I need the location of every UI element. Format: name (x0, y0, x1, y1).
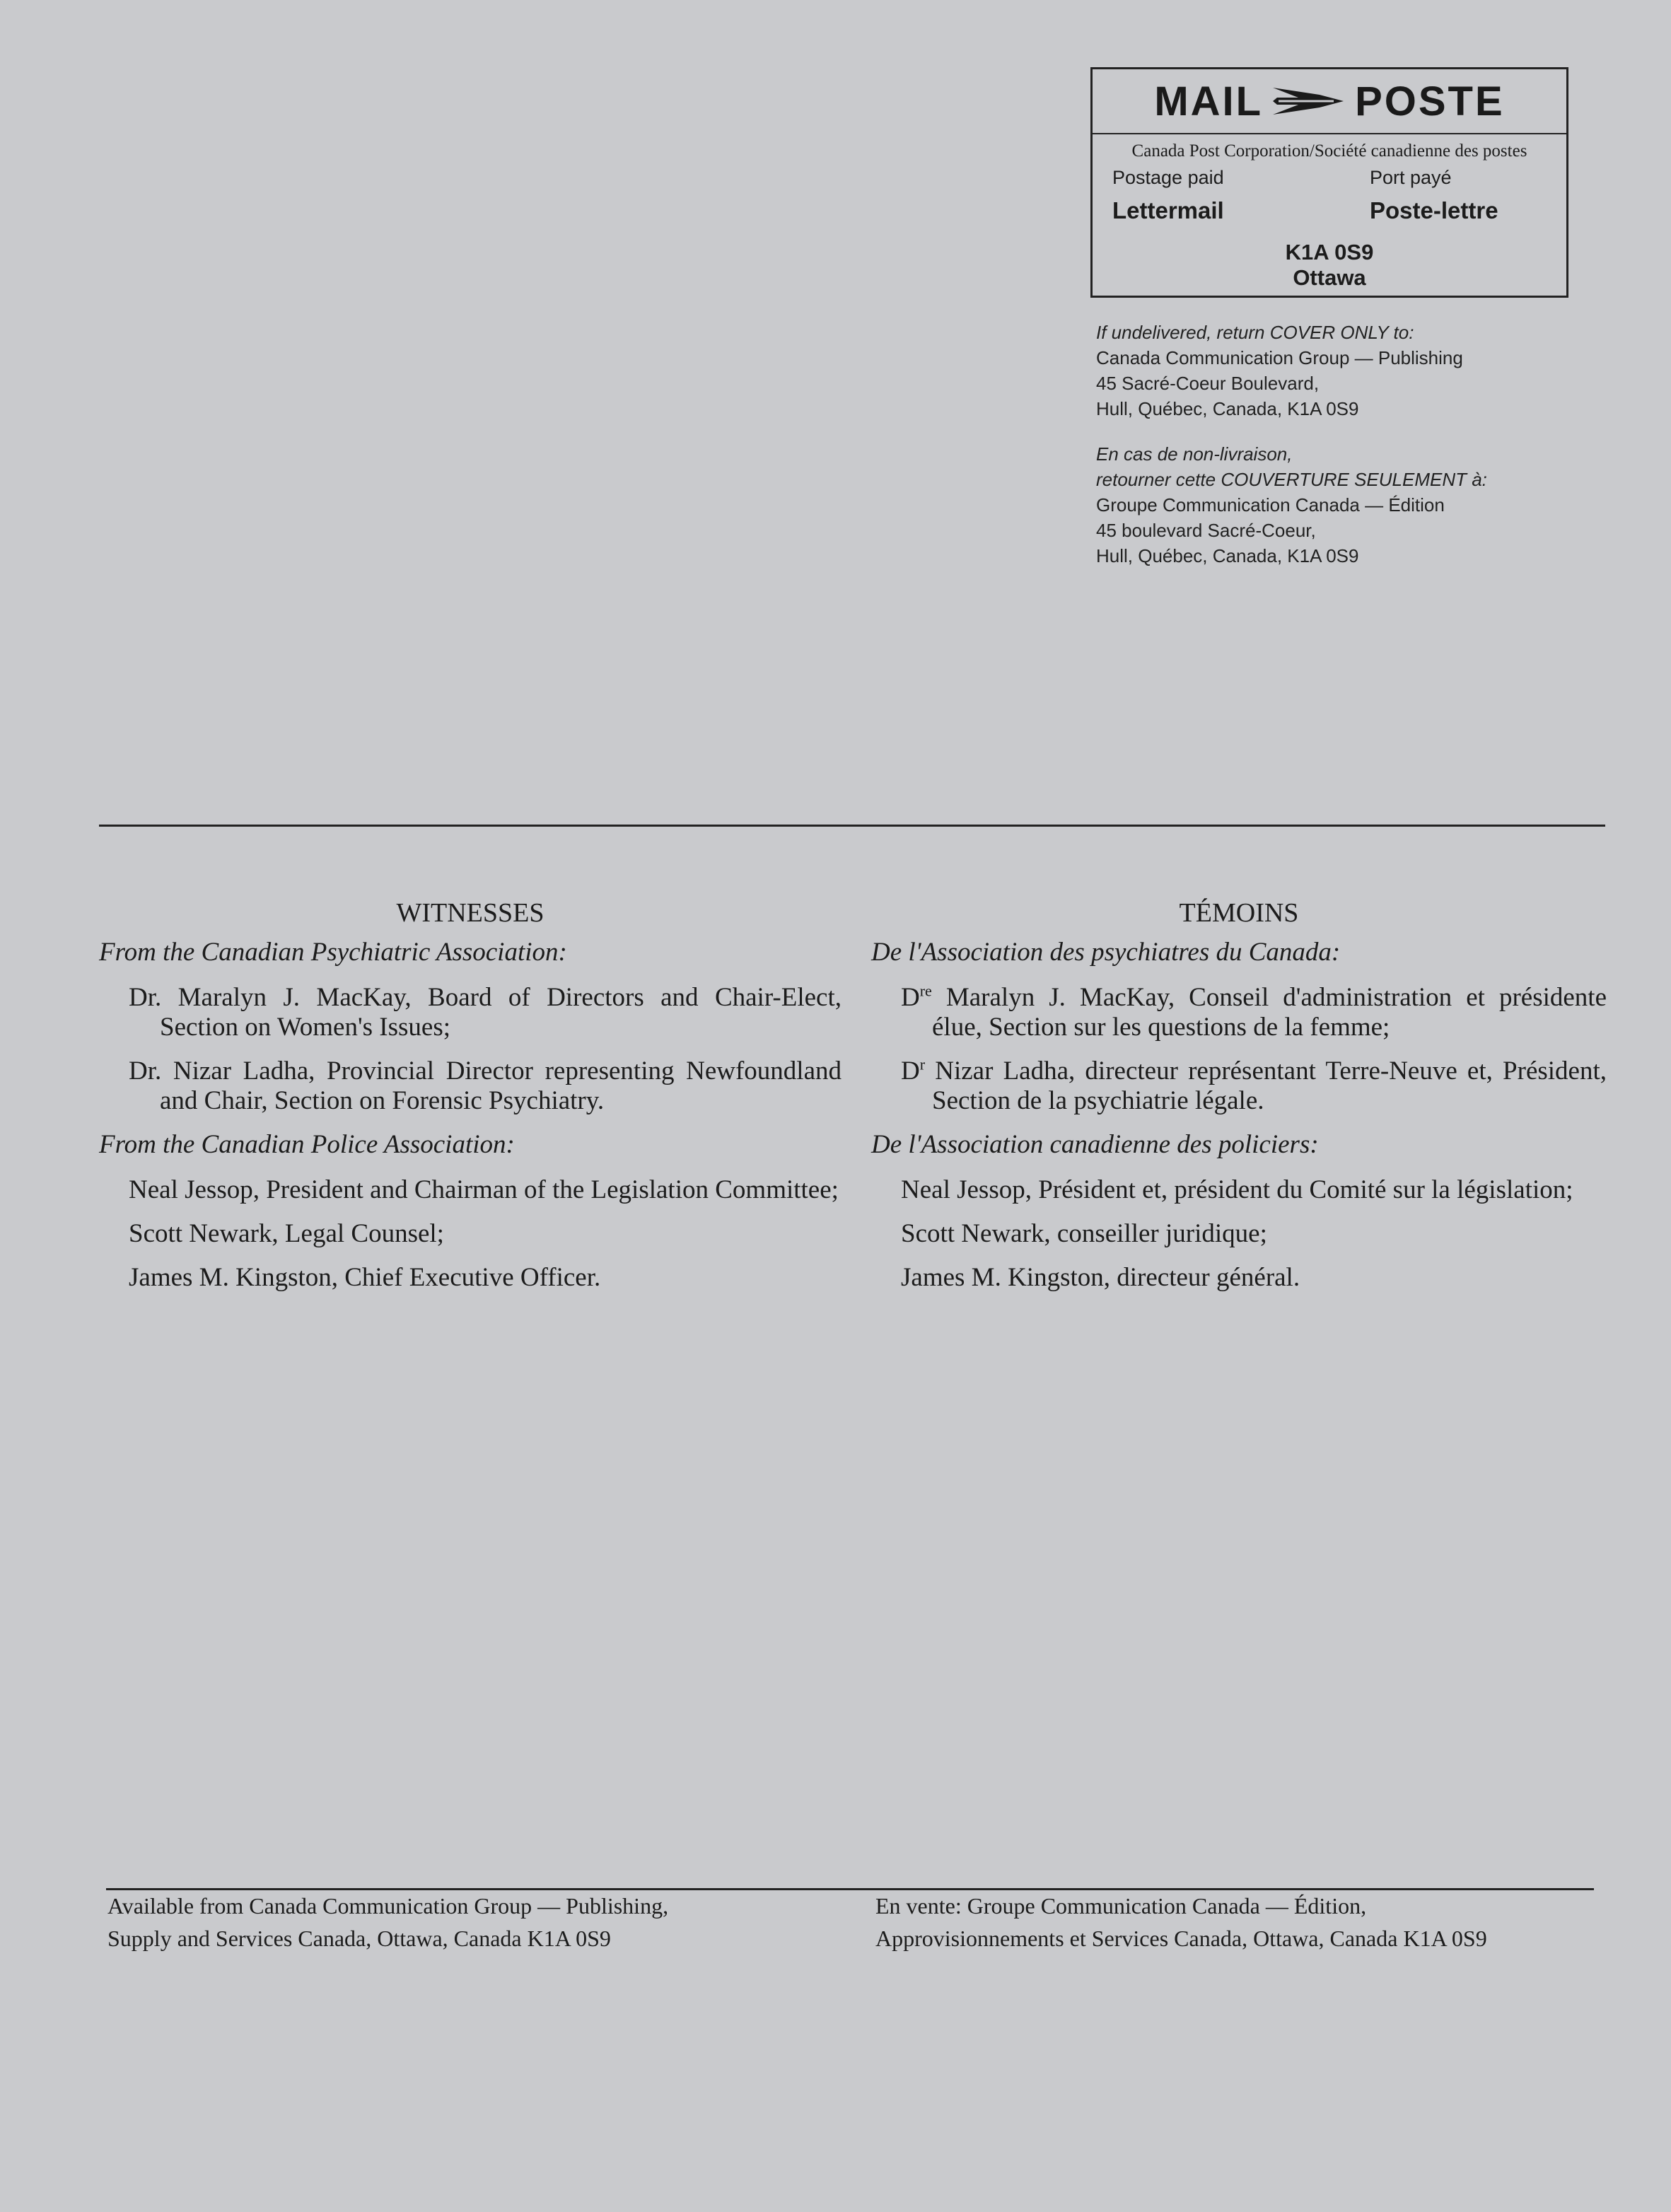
temoin-entry (871, 1056, 1607, 1116)
temoin-entry (871, 983, 1607, 1042)
poste-label: POSTE (1355, 78, 1505, 124)
title-prefix: D (901, 983, 920, 1012)
org-policiers: De l'Association canadienne des policiers: (871, 1130, 1319, 1159)
return-fr-line: Groupe Communication Canada — Édition (1096, 494, 1445, 516)
witnesses-en (99, 898, 842, 1307)
mail-label: MAIL (1154, 78, 1264, 124)
witnesses-fr (871, 898, 1607, 1307)
witness-entry: Dr. Maralyn J. MacKay, Board of Directors and Chair-Elect, Section on Women's Issues; (129, 983, 842, 1042)
footer-fr (875, 1890, 1487, 1955)
return-en-line: Canada Communication Group — Publishing (1096, 347, 1463, 368)
postage-indicia (1090, 67, 1568, 298)
footer-fr-line: En vente: Groupe Communication Canada — Édition, (875, 1893, 1367, 1919)
postage-paid-en: Postage paid (1112, 167, 1224, 188)
canada-post-logo-icon (1270, 83, 1348, 119)
temoin-entry: Scott Newark, conseiller juridique; (901, 1219, 1267, 1248)
title-superscript: re (919, 982, 932, 1000)
top-divider (99, 825, 1605, 827)
postage-paid-fr: Port payé (1370, 167, 1452, 188)
return-fr-line: 45 boulevard Sacré-Coeur, (1096, 520, 1316, 541)
org-psychiatres: De l'Association des psychiatres du Canada: (871, 938, 1341, 967)
footer-en-line: Supply and Services Canada, Ottawa, Canada K1A 0S9 (107, 1926, 611, 1951)
org-psychiatric: From the Canadian Psychiatric Association: (99, 938, 567, 967)
witness-entry: Neal Jessop, President and Chairman of the Legislation Committee; (129, 1175, 839, 1204)
footer-en-line: Available from Canada Communication Group — Publishing, (107, 1893, 669, 1919)
org-police: From the Canadian Police Association: (99, 1130, 515, 1159)
witnesses-heading: WITNESSES (396, 898, 545, 928)
temoin-text: Nizar Ladha, directeur représentant Terre-Neuve et, Président, Section de la psychiatrie légale. (925, 1056, 1607, 1115)
temoins-heading: TÉMOINS (1179, 898, 1299, 928)
return-en-line: 45 Sacré-Coeur Boulevard, (1096, 373, 1320, 394)
title-superscript: r (919, 1055, 926, 1073)
return-address-en (1096, 320, 1463, 421)
witness-entry: James M. Kingston, Chief Executive Officer. (129, 1263, 601, 1292)
temoin-text: Maralyn J. MacKay, Conseil d'administration et présidente élue, Section sur les questions de la femme; (931, 983, 1607, 1042)
temoin-entry: James M. Kingston, directeur général. (901, 1263, 1300, 1292)
temoin-entry: Neal Jessop, Président et, président du Comité sur la législation; (901, 1175, 1573, 1204)
mail-poste-header (1093, 69, 1566, 134)
return-en-line: If undelivered, return COVER ONLY to: (1096, 322, 1414, 343)
return-en-line: Hull, Québec, Canada, K1A 0S9 (1096, 398, 1359, 419)
postal-code: K1A 0S9 (1285, 240, 1374, 264)
return-fr-line: En cas de non-livraison, (1096, 443, 1293, 465)
witness-entry: Dr. Nizar Ladha, Provincial Director representing Newfoundland and Chair, Section on Forensic Psychiatry. (129, 1056, 842, 1115)
return-fr-line: retourner cette COUVERTURE SEULEMENT à: (1096, 469, 1487, 490)
title-prefix: D (901, 1056, 920, 1085)
city: Ottawa (1293, 265, 1366, 290)
lettermail-fr: Poste-lettre (1370, 197, 1498, 223)
lettermail-en: Lettermail (1112, 197, 1224, 223)
footer-fr-line: Approvisionnements et Services Canada, Ottawa, Canada K1A 0S9 (875, 1926, 1487, 1951)
footer-en (107, 1890, 668, 1955)
return-address-fr (1096, 441, 1487, 569)
witness-entry: Scott Newark, Legal Counsel; (129, 1219, 444, 1248)
return-fr-line: Hull, Québec, Canada, K1A 0S9 (1096, 545, 1359, 566)
corporation-name: Canada Post Corporation/Société canadienne des postes (1131, 141, 1527, 161)
